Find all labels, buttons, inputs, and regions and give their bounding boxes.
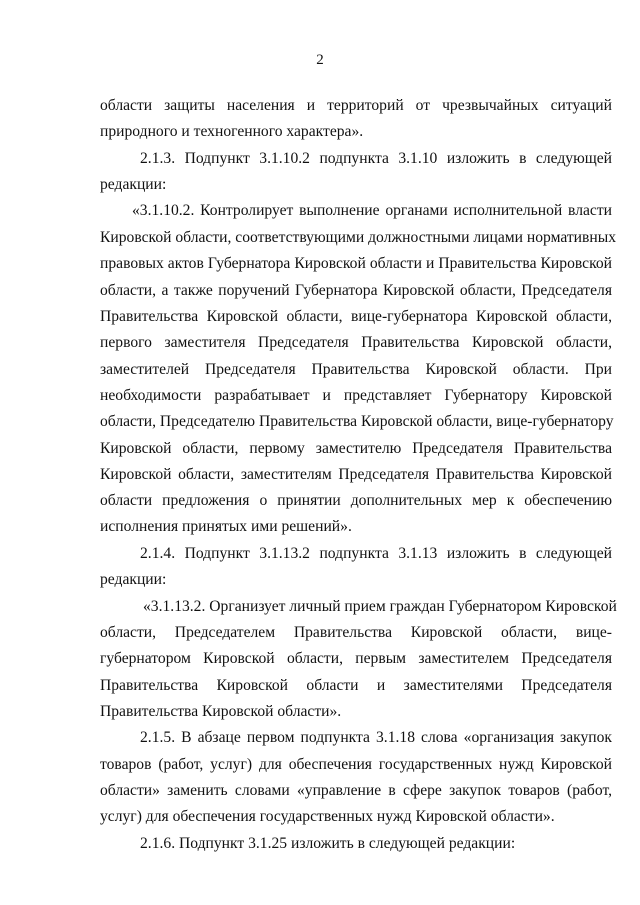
text-line: 2.1.6. Подпункт 3.1.25 изложить в следующей редакции:: [140, 835, 516, 852]
text-line: области» заменить словами «управление в сфере закупок товаров (работ,: [100, 782, 612, 799]
text-line: области, а также поручений Губернатора Кировской области, Председателя: [100, 282, 612, 299]
text-line: области защиты населения и территорий от чрезвычайных ситуаций: [100, 97, 612, 114]
text-line: 2.1.4. Подпункт 3.1.13.2 подпункта 3.1.13 изложить в следующей: [140, 545, 612, 562]
text-line: заместителей Председателя Правительства Кировской области. При: [100, 361, 612, 378]
text-line: Кировской области, соответствующими должностными лицами нормативных: [100, 229, 616, 246]
text-line: Правительства Кировской области».: [100, 703, 342, 720]
text-line: редакции:: [100, 571, 167, 588]
text-line: Кировской области, первому заместителю Председателя Правительства: [100, 440, 612, 457]
text-line: области, Председателю Правительства Кировской области, вице-губернатору: [100, 413, 614, 430]
text-line: правовых актов Губернатора Кировской области и Правительства Кировской: [100, 255, 612, 272]
text-line: редакции:: [100, 176, 167, 193]
text-line: области, Председателем Правительства Кировской области, вице-: [100, 624, 612, 641]
page-number: 2: [316, 52, 324, 68]
text-line: первого заместителя Председателя Правительства Кировской области,: [100, 334, 612, 351]
text-line: товаров (работ, услуг) для обеспечения государственных нужд Кировской: [100, 756, 612, 773]
text-line: Правительства Кировской области и заместителями Председателя: [100, 677, 612, 694]
text-line: услуг) для обеспечения государственных нужд Кировской области».: [100, 808, 555, 825]
text-line: природного и техногенного характера».: [100, 123, 364, 140]
text-line: 2.1.5. В абзаце первом подпункта 3.1.18 слова «организация закупок: [140, 729, 612, 746]
text-line: «3.1.13.2. Организует личный прием граждан Губернатором Кировской: [143, 598, 617, 615]
text-line: Правительства Кировской области, вице-губернатора Кировской области,: [100, 308, 612, 325]
text-line: Кировской области, заместителям Председателя Правительства Кировской: [100, 466, 612, 483]
text-line: необходимости разрабатывает и представляет Губернатору Кировской: [100, 387, 612, 404]
text-line: 2.1.3. Подпункт 3.1.10.2 подпункта 3.1.10 изложить в следующей: [140, 150, 612, 167]
text-line: исполнения принятых ими решений».: [100, 518, 352, 535]
text-line: «3.1.10.2. Контролирует выполнение органами исполнительной власти: [132, 202, 612, 219]
text-line: области предложения о принятии дополнительных мер к обеспечению: [100, 492, 612, 509]
text-line: губернатором Кировской области, первым заместителем Председателя: [100, 650, 612, 667]
